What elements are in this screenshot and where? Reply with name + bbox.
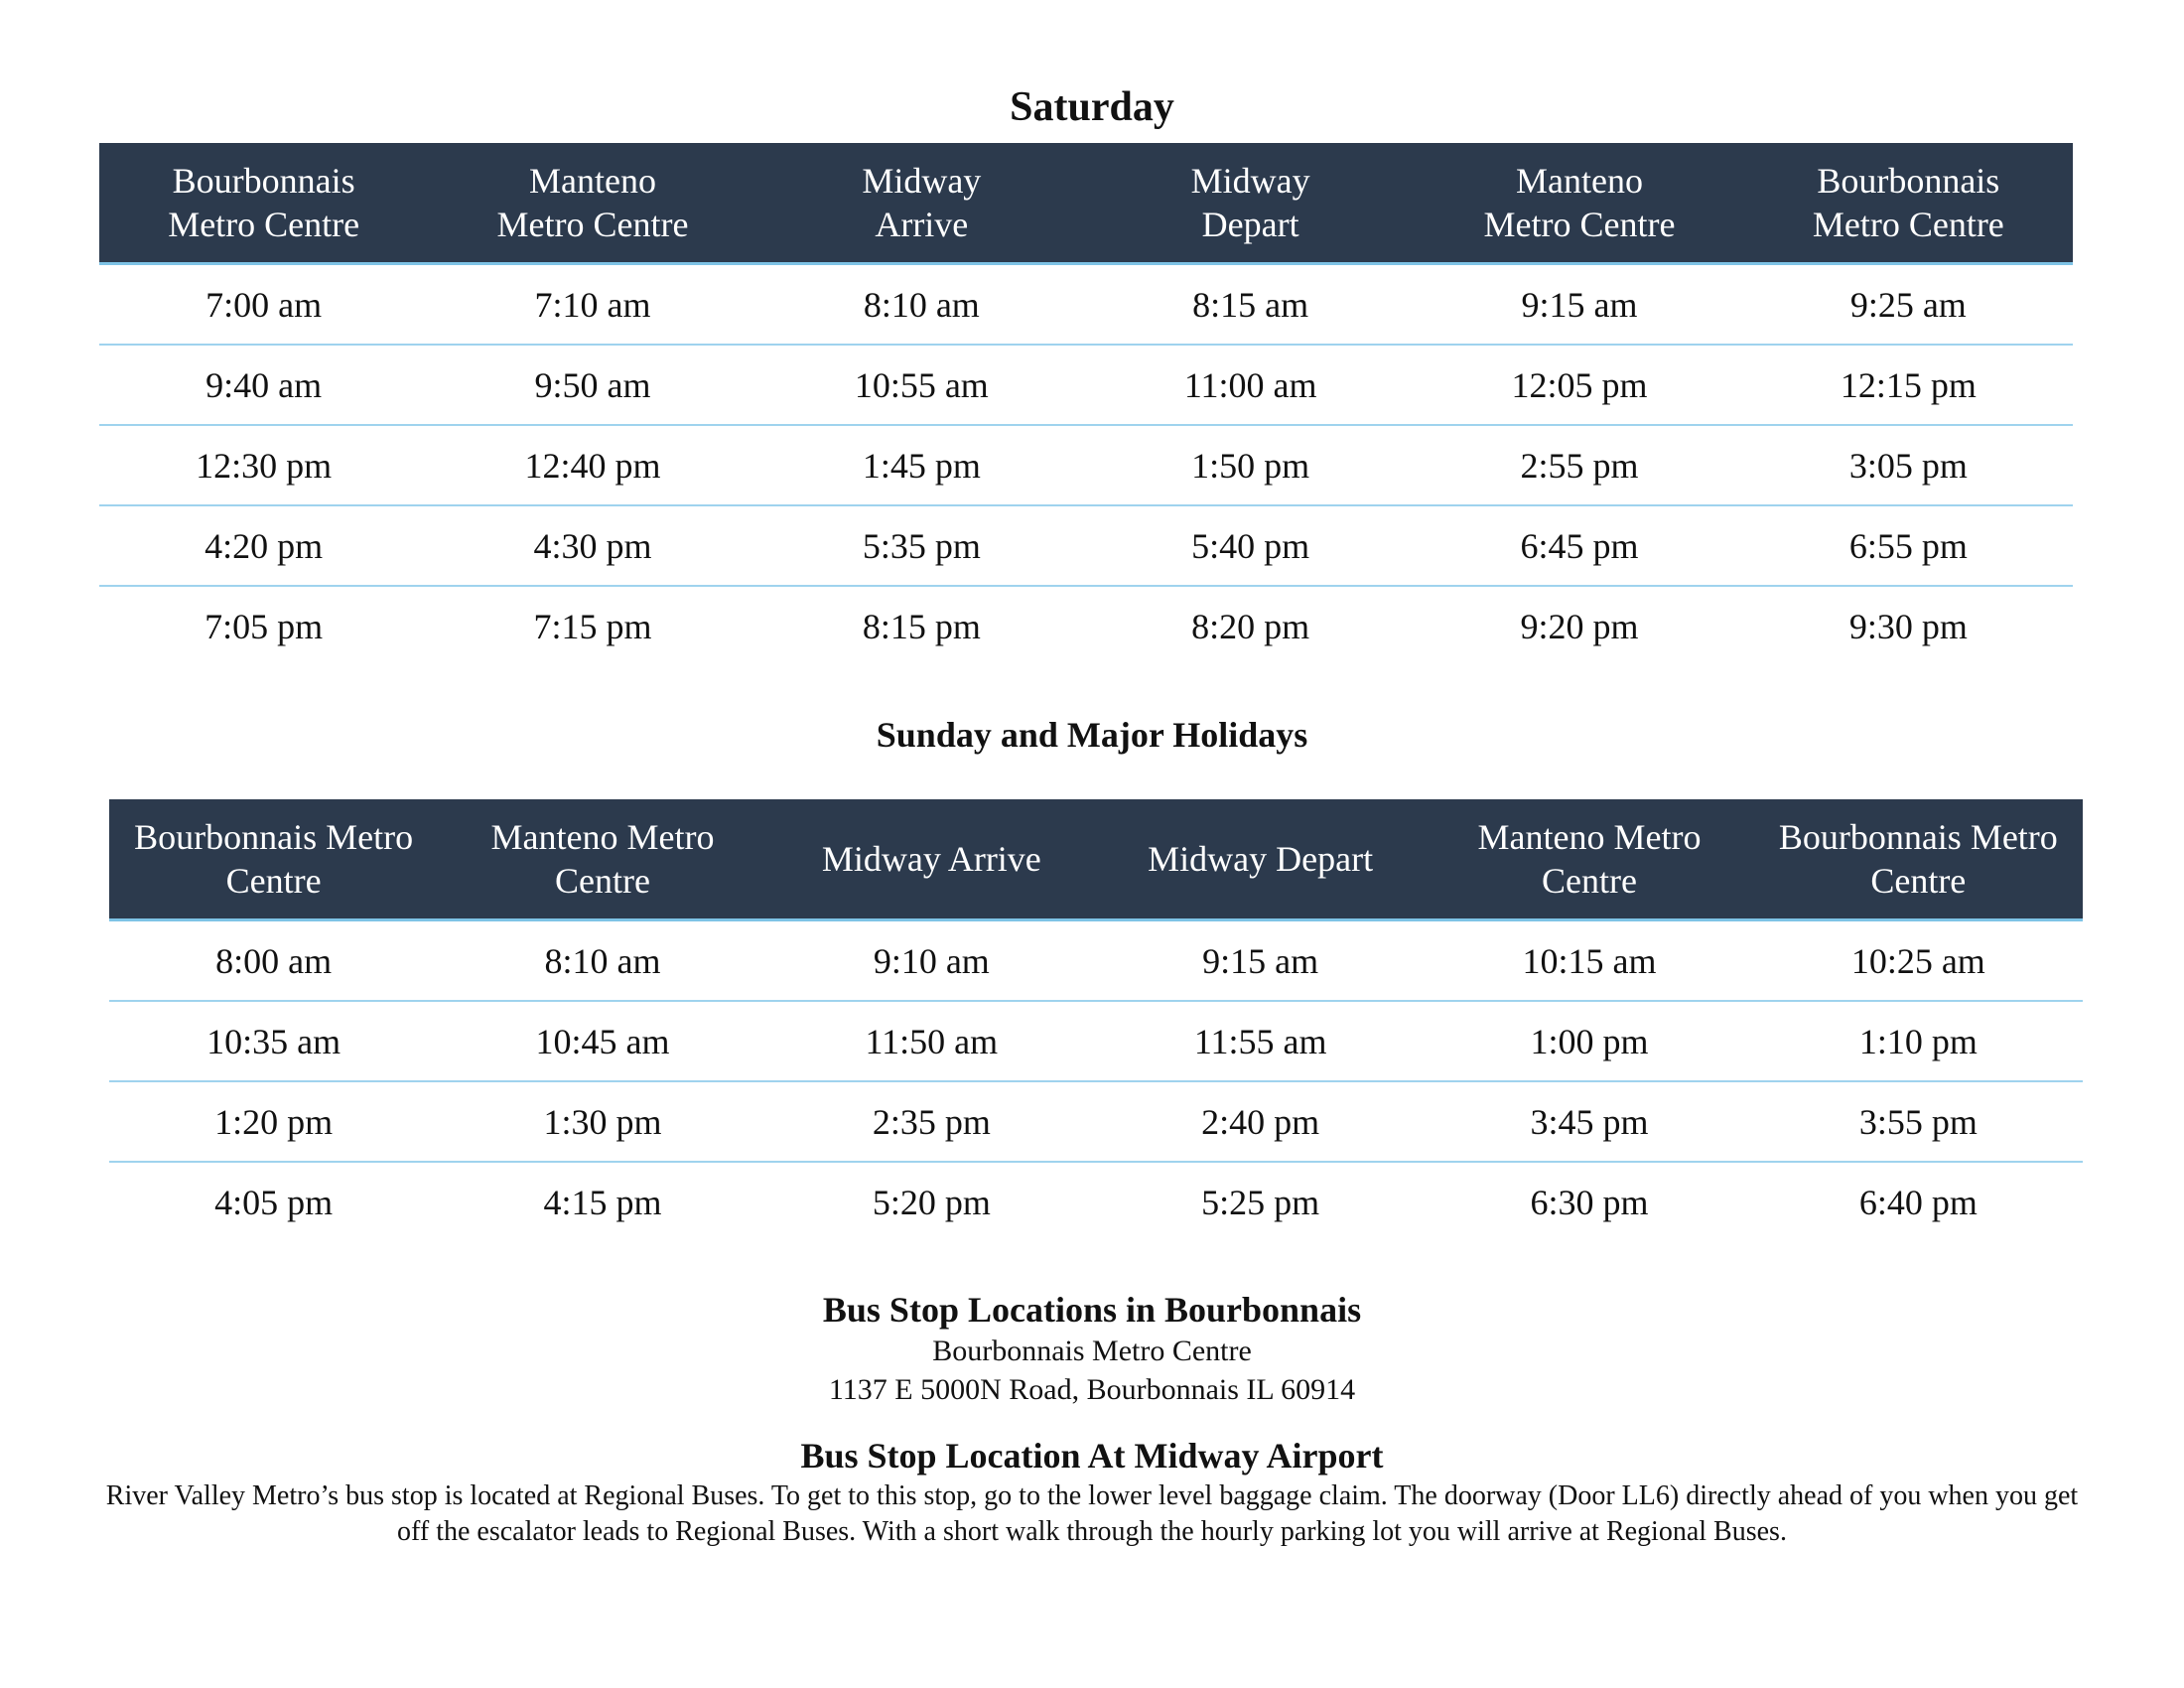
column-header: [428, 143, 756, 264]
time-cell: 6:45 pm: [1415, 505, 1743, 586]
header-line1: Midway Arrive: [821, 839, 1041, 879]
time-cell: 9:20 pm: [1520, 606, 1639, 646]
table-row: [99, 425, 2073, 505]
time-cell: 5:35 pm: [757, 505, 1086, 586]
header-line1: Midway Depart: [1148, 839, 1374, 879]
time-cell: 6:55 pm: [1744, 505, 2073, 586]
time-cell: 12:30 pm: [99, 425, 428, 505]
bourbonnais-stop-address: 1137 E 5000N Road, Bourbonnais IL 60914: [828, 1373, 1356, 1406]
time-cell: 5:25 pm: [1201, 1182, 1320, 1222]
time-cell: 9:30 pm: [1848, 606, 1968, 646]
time-cell: 4:05 pm: [214, 1182, 334, 1222]
header-line1: Midway: [862, 161, 982, 201]
midway-stop-heading: Bus Stop Location At Midway Airport: [800, 1436, 1384, 1476]
header-line1: Manteno Metro: [490, 817, 715, 857]
header-line2: Metro Centre: [168, 205, 360, 244]
header-line1: Bourbonnais Metro: [134, 817, 414, 857]
time-cell: 10:55 am: [757, 345, 1086, 425]
header-line1: Manteno Metro: [1477, 817, 1702, 857]
header-line1: Bourbonnais Metro: [1778, 817, 2058, 857]
time-cell: 8:15 pm: [862, 606, 981, 646]
time-cell: 9:10 am: [767, 920, 1096, 1002]
time-cell: 4:30 pm: [428, 505, 756, 586]
header-line2: Metro Centre: [496, 205, 689, 244]
header-line2: Centre: [555, 861, 650, 901]
time-cell: 4:15 pm: [543, 1182, 662, 1222]
saturday-title: Saturday: [1010, 84, 1174, 130]
table-row: [109, 1001, 2083, 1081]
column-header: [1744, 143, 2073, 264]
time-cell: 9:25 am: [1744, 264, 2073, 346]
time-cell: 7:00 am: [99, 264, 428, 346]
header-line1: Manteno: [1515, 161, 1643, 201]
sunday-schedule-table: [109, 799, 2083, 1241]
midway-stop-directions: River Valley Metro’s bus stop is located at Regional Buses. To get to this stop, go to the lower level baggage claim. The doorway (Door LL6) directly ahead of you when you get off the escalator leads to Regional Buses. With a short walk through the hourly parking lot you will arrive at Regional Buses.: [105, 1480, 2079, 1547]
time-cell: 9:15 am: [1096, 920, 1425, 1002]
column-header: [99, 143, 428, 264]
header-line2: Arrive: [875, 205, 969, 244]
time-cell: 9:40 am: [99, 345, 428, 425]
time-cell: 2:55 pm: [1415, 425, 1743, 505]
header-line1: Bourbonnais: [172, 161, 355, 201]
time-cell: 8:00 am: [109, 920, 438, 1002]
time-cell: 7:10 am: [428, 264, 756, 346]
time-cell: 6:30 pm: [1530, 1182, 1649, 1222]
column-header: [1096, 799, 1425, 920]
bourbonnais-stop-heading: Bus Stop Locations in Bourbonnais: [822, 1290, 1362, 1330]
time-cell: 1:00 pm: [1425, 1001, 1753, 1081]
time-cell: 11:55 am: [1096, 1001, 1425, 1081]
table-header-row: [109, 799, 2083, 920]
time-cell: 1:50 pm: [1086, 425, 1415, 505]
column-header: [1425, 799, 1753, 920]
time-cell: 10:25 am: [1754, 920, 2083, 1002]
header-line2: Metro Centre: [1812, 205, 2004, 244]
time-cell: 11:00 am: [1086, 345, 1415, 425]
time-cell: 1:45 pm: [757, 425, 1086, 505]
time-cell: 7:05 pm: [205, 606, 324, 646]
time-cell: 12:15 pm: [1744, 345, 2073, 425]
time-cell: 10:15 am: [1425, 920, 1753, 1002]
header-line1: Bourbonnais: [1817, 161, 2000, 201]
column-header: [1086, 143, 1415, 264]
time-cell: 9:15 am: [1415, 264, 1743, 346]
column-header: [1415, 143, 1743, 264]
header-line1: Midway: [1190, 161, 1310, 201]
time-cell: 2:35 pm: [767, 1081, 1096, 1162]
time-cell: 3:05 pm: [1744, 425, 2073, 505]
time-cell: 8:10 am: [438, 920, 766, 1002]
time-cell: 12:05 pm: [1415, 345, 1743, 425]
time-cell: 1:20 pm: [109, 1081, 438, 1162]
column-header: [757, 143, 1086, 264]
column-header: [109, 799, 438, 920]
column-header: [767, 799, 1096, 920]
header-line2: Centre: [1541, 861, 1637, 901]
saturday-schedule-table: [99, 143, 2073, 665]
time-cell: 1:30 pm: [438, 1081, 766, 1162]
table-row: [99, 264, 2073, 346]
time-cell: 5:20 pm: [872, 1182, 991, 1222]
time-cell: 5:40 pm: [1086, 505, 1415, 586]
time-cell: 10:35 am: [109, 1001, 438, 1081]
column-header: [438, 799, 766, 920]
time-cell: 2:40 pm: [1096, 1081, 1425, 1162]
time-cell: 12:40 pm: [428, 425, 756, 505]
time-cell: 3:55 pm: [1754, 1081, 2083, 1162]
header-line2: Metro Centre: [1483, 205, 1676, 244]
time-cell: 3:45 pm: [1425, 1081, 1753, 1162]
sunday-title: Sunday and Major Holidays: [876, 715, 1308, 755]
time-cell: 9:50 am: [428, 345, 756, 425]
column-header: [1754, 799, 2083, 920]
header-line1: Manteno: [529, 161, 656, 201]
table-row: [109, 1162, 2083, 1241]
table-row: [99, 586, 2073, 665]
time-cell: 7:15 pm: [533, 606, 652, 646]
time-cell: 4:20 pm: [99, 505, 428, 586]
table-row: [109, 920, 2083, 1002]
bourbonnais-stop-name: Bourbonnais Metro Centre: [932, 1335, 1252, 1367]
time-cell: 8:20 pm: [1191, 606, 1310, 646]
time-cell: 8:15 am: [1086, 264, 1415, 346]
time-cell: 10:45 am: [438, 1001, 766, 1081]
header-line2: Centre: [1870, 861, 1967, 901]
table-row: [109, 1081, 2083, 1162]
time-cell: 1:10 pm: [1754, 1001, 2083, 1081]
table-header-row: [99, 143, 2073, 264]
time-cell: 6:40 pm: [1858, 1182, 1978, 1222]
time-cell: 8:10 am: [757, 264, 1086, 346]
table-row: [99, 505, 2073, 586]
table-row: [99, 345, 2073, 425]
time-cell: 11:50 am: [767, 1001, 1096, 1081]
header-line2: Depart: [1201, 205, 1299, 244]
header-line2: Centre: [225, 861, 322, 901]
